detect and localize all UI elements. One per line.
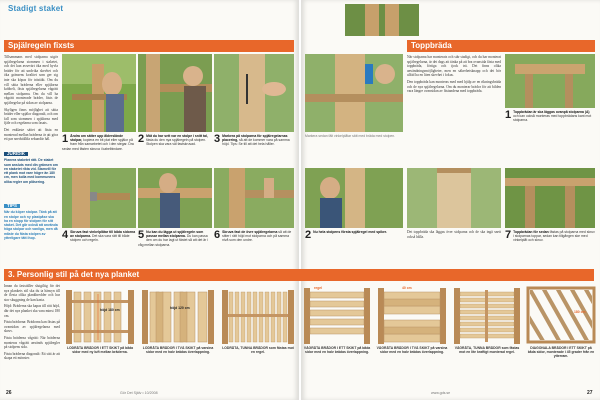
step-bold: Toppbrädan är ska läggas ovanpå stolparna (A) (513, 110, 590, 114)
fence-vertical-thin (220, 286, 296, 344)
intro-text (4, 55, 58, 150)
step-bold: Toppbrädan för sedan (513, 230, 549, 234)
step-9-text (305, 230, 403, 264)
sec3-paragraph: Höjd: Bräderna ska kapas till rätt höjd, där det nya planket ska vara minst 180 cm. (4, 304, 60, 318)
step-9-photo (305, 168, 403, 228)
step-bold: Skruva fast de övre spjälregelarna (222, 230, 278, 234)
fence-caption: LODRÄTA BRÄDOR I ETT SKIKT på båda sidor med ny luft mellan bräderna. (66, 346, 134, 355)
intro-paragraph: Det enklaste sättet att fästa en monterad mellan bräderna är att göra ett par snedställda sekundär hål. (4, 127, 58, 142)
step-bold: Skruva fast vinkelplåtar till båda sidorna av stolparna. (70, 230, 136, 239)
fence-horizontal-one-layer (302, 286, 372, 344)
step-number: 5 (138, 230, 145, 241)
sec3-paragraph: Fästa bräderna vågrätt: När bräderna monteras vågrätt används spjälregler på stolpens sida. (4, 335, 60, 350)
step-5-text (138, 230, 212, 264)
top-photo (345, 4, 419, 36)
step-body: så att de sitter i rätt höjd mot stolparna och på samma nivå som den undre. (222, 230, 292, 243)
step-4-text (62, 230, 136, 264)
right-text-col-2 (407, 230, 501, 264)
section-heading-toppbrada (407, 40, 595, 52)
section-heading-text: Toppbräda (411, 41, 452, 50)
step-bold: Markera på stolparna för spjälregelarnas placering, (222, 134, 288, 143)
fence-vertical-two-layers (140, 286, 216, 344)
right-text-col-1 (407, 55, 501, 163)
fence-caption: LODRÄTA, TUNNA BRÄDOR som fästas mot en regel. (222, 346, 294, 355)
juridik-box (4, 152, 58, 202)
step-body: fästa du den nya spjälregeln på stolpen. Stolpen ska vara väl fastskruvad. (146, 138, 207, 147)
page-number-right: 27 (587, 390, 593, 396)
step-3-photo (214, 54, 294, 132)
fence-caption: VÅGRÄTA, TUNNA BRÄDOR som fästas mot en lite kraftigt monterad regel. (454, 346, 520, 355)
footer-right: www.gds.se (431, 391, 451, 395)
step-body: och kan också monteras med toppbrädans kant mot stolparna. (513, 114, 592, 123)
fence-vertical-one-layer (64, 286, 136, 344)
step-10-photo (407, 168, 501, 228)
step-number: 1 (62, 134, 69, 145)
intro-paragraph: Skyligen finns möjlighet att sätta bräder eller spjälor diagonalt, och om fall som stommen i spjälorna med fjäle och regelarna som fasats. (4, 107, 58, 126)
photo-caption (305, 134, 403, 164)
section-heading-text: 3. Personlig stil på det nya planket (8, 270, 140, 279)
tips-text: När du köper stolpar. Tänk på att en stolpe och ny plastpåse ska ha en stopp för stolpen för sitt staket. Det går också att använda höga stolpar och vanliga, men då måste du fästa stolpen av ytterligare tätt ihop. (4, 210, 58, 241)
fence-caption: LODRÄTA BRÄDOR I TVÅ SKIKT på varsina sidor med en halv brädas överlappning. (142, 346, 214, 355)
step-11-photo (505, 168, 595, 228)
step-2-text (138, 134, 212, 164)
dim-label: höjd 180 cm (100, 308, 120, 312)
fence-horizontal-two-layers (376, 286, 448, 344)
step-1-text (62, 134, 136, 164)
step-body: kopiera en bit plat eller spjälor på fram från samarbetet och i den stegar. Dra sedan med fästen skruva i kabelbindare. (62, 138, 134, 151)
sec3-paragraph: Innan du fastställer slutgiltig för det nya plankets stil ska du ta hänsyn till de flesta olika plankbredder och hur stor skuggning de kan kasta. (4, 284, 60, 302)
intro-paragraph: Tillsammans med stolparna utgör spjälregelarna stommen i staketet, och det kan avsevärt öka med hyvla bräder för att undvika skevhet och öka gränsens kvalitet som ger sig inte ska köpas för trästäkt. Om du vill sätta bräderna eller spjälorna kobbelt, fästs spjälregelarna vågrätt mellan stolparna. Om du vill ha vågrätt monterade bräder, fästs de spjälregelar på sidan av stolparna. (4, 55, 58, 105)
sec3-paragraph: Fästa bräderna diagonalt: Ett sätt är att skapa ett mönster. (4, 351, 60, 361)
sec3-text (4, 284, 60, 384)
step-1-photo (62, 54, 136, 132)
dim-label: 180 cm (574, 310, 586, 314)
step-8-text (505, 110, 595, 150)
tips-label: TIPS (4, 204, 20, 208)
step-bold: Nu kan du lägga ut spjälregeln som passar mellan stolparna. (146, 230, 204, 239)
step-body: Det ska vara rätt till både stolpen och regeln. (70, 234, 130, 243)
step-3-text (214, 134, 294, 164)
step-bold: Mät du har sett var en stolpe i snitt tal, (146, 134, 208, 138)
section-heading-personlig-stil (4, 269, 594, 281)
fence-horizontal-thin (452, 286, 522, 344)
step-number: 3 (214, 134, 221, 145)
step-number: 4 (62, 230, 69, 241)
fence-caption: DIAGONALA BRÄDOR I ETT SKIKT på båda sidor, monterade i 45 grader från en ytterram. (527, 346, 595, 359)
step-6-text (214, 230, 294, 264)
step-6-photo (214, 168, 294, 228)
dim-label: höjd 120 cm (170, 306, 190, 310)
step-4-photo (62, 168, 136, 228)
tips-box (4, 204, 58, 264)
section-tag: Stadigt staket (8, 4, 64, 13)
step-number: 6 (214, 230, 221, 241)
right-paragraph: När stolparna har monterats och står stadigt, och du har monterat spjälregelarna, är det dags att tänka på att bra ovansida fästa med toppbräda, förtiga och tjock trä. Det finns olika användningsmöjligheter, men en säkerhetsknapp och det bör alltid ha en liten skevhet i fokus. (407, 55, 501, 78)
step-bold: Nu hela stolpens första spjälregel med spiker. (313, 230, 387, 234)
page-number-left: 26 (6, 390, 12, 396)
fence-diagonal (526, 286, 596, 344)
right-paragraph: Den toppbräda kan monteras med med hjälp av en rikningsbräda och de nya spjälregelarna. Om du monterar brädor för att bilden vara längre ovansidan av fästandena med toppbräda. (407, 79, 501, 94)
step-number: 1 (505, 110, 512, 121)
step-body: Du kan passa den om du har lagt ut fästet så att det är i våg mellan stolparna. (138, 234, 208, 247)
section-heading-spjalregel (4, 40, 294, 52)
step-number: 7 (505, 230, 512, 241)
step-2-photo (138, 54, 212, 132)
step-bold: Ändra om sätter upp ålderslände stolpar, (70, 134, 124, 143)
step-body: fästas på stolparna med skruv i stolparnas toppar, sedan kan tillgången ske med vinkelplåt och skruv. (513, 230, 595, 243)
juridik-label: JURIDIK (4, 152, 28, 156)
right-paragraph: Det toppbräda ska läggas över stolparna och de ska ingå snett också hålla. (407, 230, 501, 239)
juridik-text: Planera staketet rätt. De staket som ansluts med din gränsen om en staketet rikta vid. Stamvill för ett plank mot vare högre än 180 cm, men kolla med kommunens olika regler om plåsering. (4, 158, 58, 184)
step-body: så att de kommer vara på samma höjd. Tips: Se till att det hela håller. (222, 138, 290, 147)
step-number: 2 (305, 230, 312, 241)
dim-label: regel (314, 286, 323, 290)
step-8-photo (505, 54, 595, 108)
fence-caption: VÅGRÄTA BRÄDOR I TVÅ SKIKT på varsina sidor med en halv brädas överlappning. (376, 346, 448, 355)
sec3-paragraph: Fästa brädorna: Brädorna kan fästas på ovansidan av spjälregelarna med skruv. (4, 320, 60, 334)
step-7-photo (305, 54, 403, 132)
step-number: 2 (138, 134, 145, 145)
section-heading-text: Spjälregeln fixsts (8, 41, 75, 50)
dim-label: 40 cm (402, 286, 412, 290)
step-5-photo (138, 168, 212, 228)
fence-caption: VÅGRÄTA BRÄDOR I ETT SKIKT på båda sidor med en halv brädas överlappning. (303, 346, 371, 355)
photo-caption-text: Markera sedan fält vinkelplåtar sätt med bräda med stolpen. (305, 134, 396, 138)
footer-left: Gör Det Själv • 10/2008 (120, 391, 158, 395)
step-11-text (505, 230, 595, 264)
